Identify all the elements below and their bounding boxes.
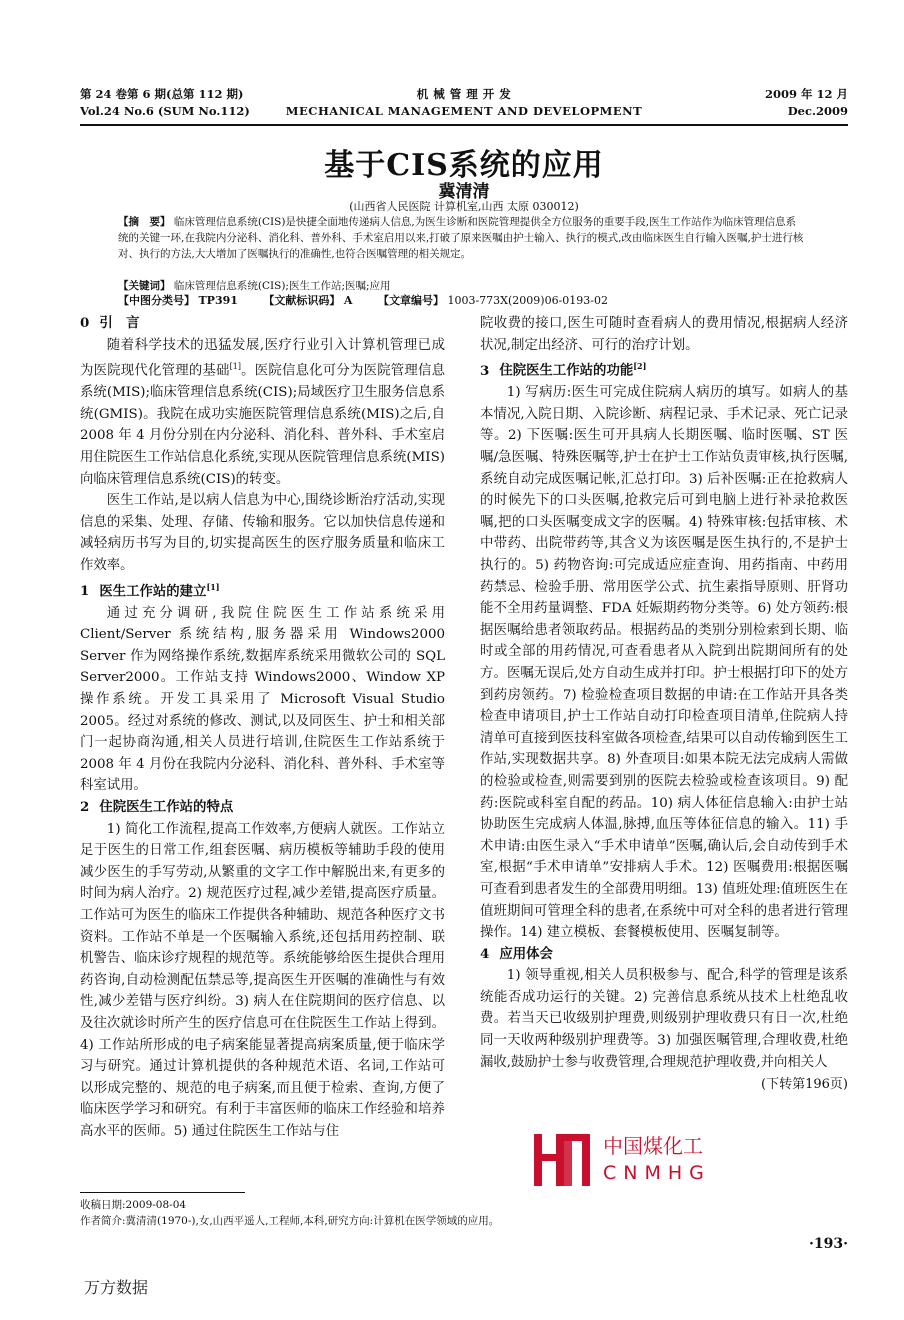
paragraph-intro-1 (80, 335, 445, 491)
section-heading-4 (480, 944, 848, 966)
watermark-text-en: CNMHG (600, 1162, 714, 1184)
author-bio: 作者简介:冀清清(1970-),女,山西平遥人,工程师,本科,研究方向:计算机在医学领域的应用。 (80, 1215, 500, 1227)
section-title: 住院医生工作站的功能 (499, 362, 634, 379)
article-id-field (378, 294, 630, 307)
section-title: 住院医生工作站的特点 (99, 799, 234, 815)
volume-en: Vol.24 No.6 (SUM No.112) (80, 104, 250, 118)
paragraph-section-2-cont: 院收费的接口,医生可随时查看病人的费用情况,根据病人经济状况,制定出经济、可行的治疗计划。 (480, 316, 848, 353)
section-title: 医生工作站的建立 (99, 583, 207, 600)
left-column (80, 313, 445, 1143)
section-heading-0 (80, 313, 445, 335)
section-title: 应用体会 (499, 945, 553, 962)
journal-name-cn: 机 械 管 理 开 发 (416, 87, 512, 101)
section-heading-2 (80, 797, 445, 819)
article-id-value: 1003-773X(2009)06-0193-02 (447, 294, 609, 307)
doc-code-value: A (343, 294, 353, 307)
journal-name-en: MECHANICAL MANAGEMENT AND DEVELOPMENT (285, 104, 643, 118)
classification-line (118, 293, 806, 309)
doc-code-field (263, 294, 352, 307)
abstract (118, 214, 806, 262)
issue-date-en: Dec.2009 (787, 104, 848, 118)
section-title: 引 言 (99, 315, 140, 331)
keywords (118, 278, 806, 294)
source-brand: 万方数据 (84, 1278, 149, 1297)
page-number: ·193· (809, 1236, 848, 1252)
paragraph-text: 。医院信息化可分为医院管理信息系统(MIS);临床管理信息系统(CIS);局域医疗卫生服务信息系统(GMIS)。我院在成功实施医院管理信息系统(MIS)之后,自 2008 年 4 月份分别在内分泌科、消化科、普外科、手术室启用住院医生工作站信息化系统,实现从医院管理信息系统(MIS)向临床管理信息系统(CIS)的转变。 (80, 363, 446, 487)
citation-ref: [1] (206, 581, 220, 592)
section-number: 1 (80, 583, 90, 600)
section-number: 2 (80, 799, 90, 815)
author-affiliation: (山西省人民医院 计算机室,山西 太原 030012) (349, 200, 579, 213)
received-date: 收稿日期:2009-08-04 (80, 1199, 187, 1211)
continued-note: (下转第196页) (761, 1077, 848, 1093)
paragraph-section-2: 1) 简化工作流程,提高工作效率,方便病人就医。工作站立足于医生的日常工作,组套医嘱、病历模板等辅助手段的使用减少医生的手写劳动,从繁重的文字工作中解脱出来,有更多的时间为病人治疗。2) 规范医疗过程,减少差错,提高医疗质量。工作站可为医生的临床工作提供各种辅助、规范各种医疗文书资料。工作站不单是一个医嘱输入系统,还包括用药控制、联机警告、临床诊疗规程的规范等。系统能够给医生提供合理用药咨询,自动检测配伍禁忌等,提高医生开医嘱的准确性与有效性,减少差错与医疗纠纷。3) 病人在住院期间的医疗信息、以及往次就诊时所产生的医疗信息可在住院医生工作站上得到。4) 工作站所形成的电子病案能显著提高病案质量,便于临床学习与研究。通过计算机提供的各种规范术语、名词,工作站可以形成完整的、规范的电子病案,而且便于检索、查询,方便了临床医学学习和研究。有利于丰富医师的临床工作经验和培养高水平的医师。5) 通过住院医生工作站与住 (80, 821, 445, 1139)
abstract-text: 临床管理信息系统(CIS)是快捷全面地传递病人信息,为医生诊断和医院管理提供全方位服务的重要手段,医生工作站作为临床管理信息系统的关键一环,在我院内分泌科、消化科、普外科、手术室启用以来,打破了原来医嘱由护士输入、执行的模式,改由临床医生自行输入医嘱,护士进行核对、执行的方法,大大增加了医嘱执行的准确性,也符合医嘱管理的相关规定。 (118, 216, 804, 260)
section-heading-3 (480, 356, 848, 382)
clc-value: TP391 (198, 294, 238, 307)
article-id-label: 【文章编号】 (377, 294, 444, 307)
footnote-rule (80, 1192, 245, 1193)
paragraph-intro-2: 医生工作站,是以病人信息为中心,围绕诊断治疗活动,实现信息的采集、处理、存储、传输和服务。它以加快信息传递和减轻病历书写为目的,切实提高医生的医疗服务质量和临床工作效率。 (80, 493, 445, 573)
clc-field (118, 294, 238, 307)
watermark-logo-icon (532, 1132, 592, 1188)
clc-label: 【中图分类号】 (118, 294, 195, 307)
header-rule (80, 124, 848, 126)
citation-ref: [1] (229, 362, 241, 372)
footnote (80, 1192, 500, 1229)
running-header (80, 86, 848, 126)
watermark (532, 1132, 862, 1192)
issue-date (765, 86, 848, 120)
section-number: 3 (480, 362, 490, 379)
abstract-label: 【摘 要】 (118, 216, 171, 228)
journal-name (80, 86, 848, 120)
paragraph-section-4: 1) 领导重视,相关人员积极参与、配合,科学的管理是该系统能否成功运行的关键。2) 完善信息系统从技术上杜绝乱收费。若当天已收级别护理费,则级别护理收费只有日一次,杜绝同一天收两种级别护理费等。3) 加强医嘱管理,合理收费,杜绝漏收,鼓励护士参与收费管理,合理规范护理收费,并向相关人 (480, 968, 848, 1070)
section-heading-1 (80, 577, 445, 603)
keywords-label: 【关键词】 (118, 280, 171, 292)
citation-ref: [2] (633, 361, 647, 372)
paragraph-text: 随着科学技术的迅猛发展,医疗行业引入计算机管理已成为医院现代化管理的基础 (80, 337, 445, 379)
paper-title: 基于CIS系统的应用 (324, 148, 604, 183)
paragraph-section-1: 通过充分调研,我院住院医生工作站系统采用 Client/Server 系统结构,服务器采用 Windows2000 Server 作为网络操作系统,数据库系统采用微软公司的 SQL Server2000。工作站支持 Windows2000、Window XP 操作系统。开发工具采用了 Microsoft Visual Studio 2005。经过对系统的修改、测试,以及同医生、护士和相关部门一起协商沟通,相关人员进行培训,住院医生工作站系统于 2008 年 4 月份在我院内分泌科、消化科、普外科、手术室等科室试用。 (80, 605, 445, 794)
section-number: 0 (80, 315, 90, 331)
paper-author: 冀清清 (438, 182, 490, 202)
volume-cn: 第 24 卷第 6 期(总第 112 期) (80, 87, 244, 101)
paragraph-section-3: 1) 写病历:医生可完成住院病人病历的填写。如病人的基本情况,入院日期、入院诊断、病程记录、手术记录、死亡记录等。2) 下医嘱:医生可开具病人长期医嘱、临时医嘱、ST 医嘱/急医嘱、特殊医嘱等,护士在护士工作站负责审核,执行医嘱,系统自动完成医嘱记帐,汇总打印。3) 后补医嘱:正在抢救病人的时候先下的口头医嘱,抢救完后可到电脑上进行补录抢救医嘱,把的口头医嘱变成文字的医嘱。4) 特殊审核:包括审核、术中带药、出院带药等,其含义为该医嘱是医生执行的,不是护士执行的。5) 药物咨询:可完成适应症查询、用药指南、中药用药禁忌、检验手册、常用医学公式、抗生素指导原则、肝肾功能不全用药量调整、FDA 妊娠期药物分类等。6) 处方领药:根据医嘱给患者领取药品。根据药品的类别分别检索到长期、临时或全部的用药情况,可查看患者从入院到出院期间所有的处方。医嘱无误后,处方自动生成并打印。护士根据打印下的处方到药房领药。7) 检验检查项目数据的申请:在工作站开具各类检查申请项目,护士工作站自动打印检查项目清单,住院病人持清单可直接到医技科室做各项检查,结果可以自动传输到医生工作站,实现数据共享。8) 外查项目:如果本院无法完成病人需做的检验或检查,则需要到别的医院去检验或检查该项目。9) 配药:医院或科室自配的药品。10) 病人体征信息输入:由护士站协助医生完成病人体温,脉搏,血压等体征信息的输入。11) 手术申请:由医生录入“手术申请单”医嘱,确认后,会自动传到手术室,根据“手术申请单”安排病人手术。12) 医嘱费用:根据医嘱可查看到患者发生的全部费用明细。13) 值班处理:值班医生在值班期间可管理全科的患者,在系统中可对全科的患者进行管理操作。14) 建立模板、套餐模板使用、医嘱复制等。 (480, 385, 848, 941)
right-column (480, 313, 848, 1095)
section-number: 4 (480, 945, 490, 962)
issue-date-cn: 2009 年 12 月 (764, 87, 848, 101)
keywords-text: 临床管理信息系统(CIS);医生工作站;医嘱;应用 (173, 280, 391, 292)
doc-code-label: 【文献标识码】 (263, 294, 341, 307)
watermark-text-cn: 中国煤化工 (600, 1134, 706, 1158)
